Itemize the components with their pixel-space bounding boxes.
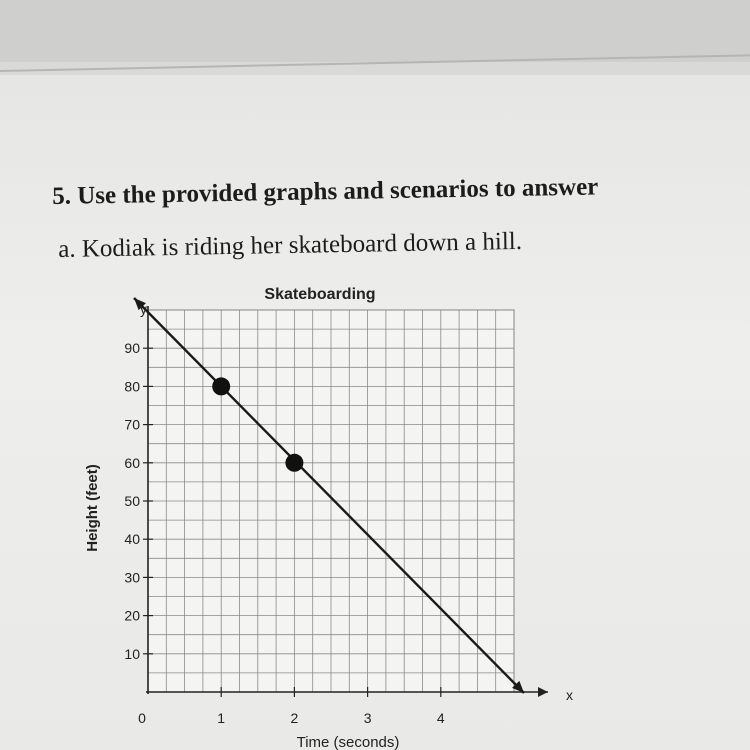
chart-title: Skateboarding: [264, 286, 376, 303]
x-tick-label: 0: [138, 710, 146, 726]
x-tick-label: 2: [290, 710, 299, 726]
question-heading: 5. Use the provided graphs and scenarios to answer: [52, 173, 599, 210]
y-axis-label: Height (feet): [84, 464, 101, 552]
data-point: [285, 454, 303, 472]
y-tick-label: 60: [124, 454, 140, 471]
data-point: [212, 377, 230, 395]
y-tick-label: 30: [124, 569, 140, 586]
y-tick-label: 70: [124, 416, 140, 433]
y-tick-label: 40: [124, 531, 140, 548]
y-tick-label: 90: [124, 340, 140, 357]
y-tick-label: 10: [124, 645, 140, 662]
question-part-a: a. Kodiak is riding her skateboard down a hill.: [58, 227, 523, 263]
x-tick-label: 1: [217, 710, 226, 726]
y-tick-label: 50: [124, 493, 140, 509]
y-tick-label: 20: [124, 607, 140, 624]
y-axis-letter: y: [140, 301, 147, 317]
x-axis-arrow: [538, 687, 548, 697]
y-tick-label: 80: [124, 378, 140, 395]
x-axis-label: Time (seconds): [296, 734, 400, 750]
x-axis-letter: x: [566, 687, 573, 703]
x-tick-label: 4: [436, 710, 445, 726]
x-tick-label: 3: [363, 710, 372, 726]
